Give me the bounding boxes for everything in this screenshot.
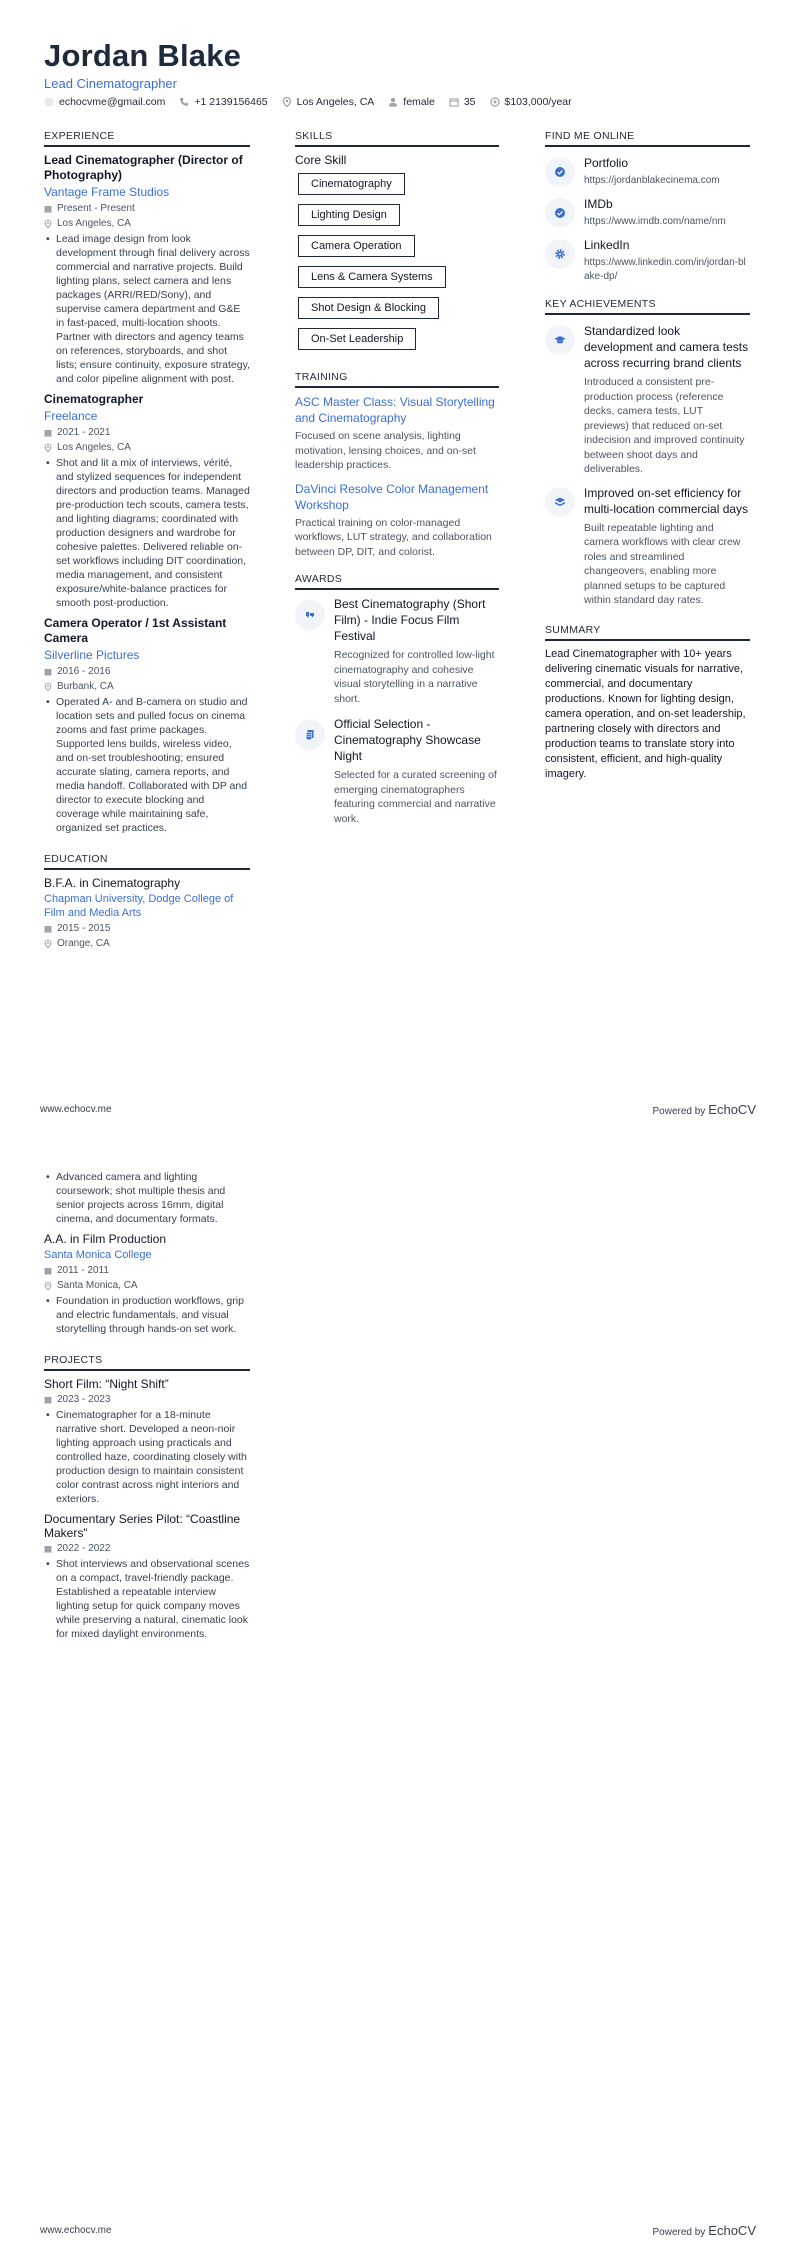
job-location [44, 217, 250, 230]
powered-by-text: Powered by [652, 1106, 706, 1117]
company-name: Vantage Frame Studios [44, 185, 170, 199]
project-entry [44, 1512, 250, 1641]
calendar-icon [44, 925, 52, 933]
training-entry [295, 394, 499, 473]
achievement-title: Standardized look development and camera tests across recurring brand clients [584, 324, 749, 370]
calendar-icon [44, 668, 52, 676]
school-name: Santa Monica College [44, 1249, 152, 1261]
training-title: DaVinci Resolve Color Management Workshop [295, 481, 489, 512]
education-dates [44, 922, 250, 935]
calendar-icon [44, 1545, 52, 1553]
training-description: Practical training on color-managed workflows, LUT strategy, and collaboration between DP, DIT, and colorist. [295, 516, 492, 558]
brand-logo[interactable]: EchoCV [708, 2223, 756, 2238]
education-dates-text: 2011 - 2011 [57, 1265, 109, 1276]
contact-phone-text: +1 2139156465 [194, 96, 268, 108]
training-title: ASC Master Class: Visual Storytelling and Cinematography [295, 395, 495, 425]
link-title: Portfolio [584, 156, 629, 170]
summary-heading: SUMMARY [545, 624, 750, 641]
experience-heading: EXPERIENCE [44, 130, 250, 147]
middle-column [295, 130, 499, 836]
education-location-text: Santa Monica, CA [57, 1280, 138, 1291]
education-location [44, 1279, 250, 1292]
skill-chip: Lens & Camera Systems [298, 266, 446, 288]
calendar-icon [449, 97, 459, 107]
calendar-icon [44, 205, 52, 213]
contact-salary [490, 96, 572, 108]
degree-title: A.A. in Film Production [44, 1232, 167, 1246]
email-icon [44, 97, 54, 107]
powered-by [652, 1102, 756, 1117]
job-description: • Shot and lit a mix of interviews, vérité, and stylized sequences for independent directors and production teams. Managed pre-production tech scouts, camera tests, and lighting diagrams; coordinated with production designers and wardrobe for cohesive palettes. Delivered reliable on-set workflows including DIT coordination, media management, and consistent exposure/white-balance practices for smooth post-production. [44, 456, 250, 610]
job-location [44, 680, 250, 693]
project-dates-text: 2022 - 2022 [57, 1543, 111, 1554]
achievement-description: Built repeatable lighting and camera workflows with clear crew roles and streamlined changeovers, enabling more planned setups to be captured within standard day rates. [584, 521, 741, 606]
link-title: LinkedIn [584, 238, 630, 252]
location-pin-icon [44, 940, 52, 948]
stack-icon [545, 487, 575, 517]
powered-by [652, 2223, 756, 2238]
page-footer [40, 1102, 756, 1117]
job-dates-text: Present - Present [57, 203, 135, 214]
skill-chip: Cinematography [298, 173, 405, 195]
training-entry [295, 481, 499, 560]
achievement-entry [545, 323, 750, 477]
job-location-text: Los Angeles, CA [57, 442, 131, 453]
job-description: • Operated A- and B-camera on studio and location sets and pulled focus on cinema zooms and fast prime packages. Supported lens builds, wireless video, and on-set troubleshooting; ensured accurate slating, camera reports, and media handoff. Collaborated with DP and director to execute blocking and coverage while maintaining safe, organized set practices. [44, 695, 250, 835]
left-column [44, 130, 250, 956]
project-dates [44, 1393, 250, 1406]
school-name: Chapman University, Dodge College of Film and Media Arts [44, 893, 234, 919]
job-title: Lead Cinematographer (Director of Photography) [44, 153, 243, 182]
skills-heading: SKILLS [295, 130, 499, 147]
job-description: • Lead image design from look development through final delivery across commercial and narrative projects. Build lighting plans, select camera and lens packages (ARRI/RED/Sony), and supervise camera department and G&E in fast-paced, multi-location shoots. Partner with directors and agency teams on references, storyboards, and shot lists; ensure continuity, exposure strategy, and color pipeline alignment with post. [44, 232, 250, 386]
education-location-text: Orange, CA [57, 938, 110, 949]
job-dates-text: 2016 - 2016 [57, 666, 111, 677]
education-dates [44, 1264, 250, 1277]
skill-chip: Lighting Design [298, 204, 400, 226]
key-achievements-heading: KEY ACHIEVEMENTS [545, 298, 750, 315]
award-description: Selected for a curated screening of emerging cinematographers featuring commercial and narrative work. [334, 769, 497, 825]
achievement-body [584, 485, 750, 608]
job-title: Camera Operator / 1st Assistant Camera [44, 616, 227, 645]
calendar-icon [44, 429, 52, 437]
brand-logo[interactable]: EchoCV [708, 1102, 756, 1117]
award-description: Recognized for controlled low-light cinematography and cohesive visual storytelling in a narrative short. [334, 649, 495, 705]
contact-phone[interactable] [179, 96, 267, 108]
project-description: • Shot interviews and observational scenes on a compact, travel-friendly package. Established a repeatable interview lighting setup for quick company moves while preserving a natural, cinematic look for mixed daylight environments. [44, 1557, 250, 1641]
job-dates [44, 426, 250, 439]
education-description: • Foundation in production workflows, grip and electric fundamentals, and visual storytelling through hands-on set work. [44, 1294, 250, 1336]
footer-site-link[interactable]: www.echocv.me [40, 2225, 112, 2236]
link-url[interactable]: https://jordanblakecinema.com [584, 175, 720, 186]
awards-heading: AWARDS [295, 573, 499, 590]
education-entry [44, 876, 250, 950]
contact-age-text: 35 [463, 96, 476, 108]
job-dates [44, 202, 250, 215]
contact-email-text: echocvme@gmail.com [59, 96, 166, 108]
verified-badge-icon [545, 198, 575, 228]
experience-entry [44, 616, 250, 835]
education-location [44, 937, 250, 950]
contact-bar [44, 96, 586, 108]
link-body [584, 155, 750, 188]
powered-by-text: Powered by [652, 2227, 706, 2238]
skill-group-title: Core Skill [295, 153, 347, 167]
project-entry [44, 1377, 250, 1506]
location-pin-icon [282, 97, 292, 107]
find-me-online-heading: FIND ME ONLINE [545, 130, 750, 147]
link-url[interactable]: https://www.imdb.com/name/nm [584, 216, 726, 227]
skill-chip: Camera Operation [298, 235, 415, 257]
salary-icon [490, 97, 500, 107]
left-column-continued [44, 1170, 250, 1647]
degree-title: B.F.A. in Cinematography [44, 876, 181, 890]
profile-link-imdb[interactable] [545, 196, 750, 229]
page-footer [40, 2223, 756, 2238]
certificate-icon [295, 720, 325, 750]
right-column [545, 130, 750, 782]
project-description: • Cinematographer for a 18-minute narrative short. Developed a neon-noir lighting approach using practicals and controlled haze, coordinating closely with production design to maintain consistent color contrast across night interiors and exteriors. [44, 1408, 250, 1506]
contact-location [282, 96, 375, 108]
job-location-text: Burbank, CA [57, 681, 114, 692]
person-icon [388, 97, 398, 107]
education-dates-text: 2015 - 2015 [57, 923, 111, 934]
location-pin-icon [44, 444, 52, 452]
job-dates-text: 2021 - 2021 [57, 427, 111, 438]
link-body [584, 237, 750, 284]
profile-link-portfolio[interactable] [545, 155, 750, 188]
trophy-icon [295, 600, 325, 630]
contact-gender [388, 96, 435, 108]
award-entry [295, 716, 499, 826]
contact-salary-text: $103,000/year [504, 96, 572, 108]
company-name: Freelance [44, 409, 98, 423]
skill-chip: Shot Design & Blocking [298, 297, 439, 319]
skill-list [295, 173, 499, 359]
calendar-icon [44, 1267, 52, 1275]
job-title: Cinematographer [44, 392, 144, 406]
verified-badge-icon [545, 157, 575, 187]
link-body [584, 196, 750, 229]
achievement-description: Introduced a consistent pre-production process (reference decks, camera tests, LUT previews) that reduced on-set indecision and improved continuity between shoot days and deliverables. [584, 376, 745, 475]
education-heading: EDUCATION [44, 853, 250, 870]
project-title: Documentary Series Pilot: “Coastline Makers” [44, 1512, 241, 1540]
location-pin-icon [44, 1282, 52, 1290]
job-dates [44, 665, 250, 678]
link-title: IMDb [584, 197, 613, 211]
summary-text: Lead Cinematographer with 10+ years delivering cinematic visuals for narrative, commercial, and documentary productions. Known for lighting design, camera operation, and on-set leadership, partnering closely with directors and production teams to translate story into consistent, efficient, and high-quality imagery. [545, 647, 746, 780]
award-title: Best Cinematography (Short Film) - Indie Focus Film Festival [334, 597, 486, 643]
location-pin-icon [44, 683, 52, 691]
award-body [334, 716, 499, 826]
project-dates [44, 1542, 250, 1555]
candidate-role: Lead Cinematographer [44, 76, 177, 91]
phone-icon [179, 97, 189, 107]
calendar-icon [44, 1396, 52, 1404]
contact-location-text: Los Angeles, CA [296, 96, 375, 108]
job-location [44, 441, 250, 454]
link-url[interactable]: https://www.linkedin.com/in/jordan-blake-dp/ [584, 257, 746, 282]
achievement-body [584, 323, 750, 477]
education-description: • Advanced camera and lighting coursework; shot multiple thesis and senior projects across 16mm, digital cinema, and documentary formats. [44, 1170, 250, 1226]
award-entry [295, 596, 499, 706]
job-location-text: Los Angeles, CA [57, 218, 131, 229]
projects-heading: PROJECTS [44, 1354, 250, 1371]
contact-gender-text: female [403, 96, 435, 108]
location-pin-icon [44, 220, 52, 228]
contact-age [449, 96, 476, 108]
training-heading: TRAINING [295, 371, 499, 388]
training-description: Focused on scene analysis, lighting motivation, lensing choices, and on-set leadership practices. [295, 430, 476, 471]
skill-chip: On-Set Leadership [298, 328, 416, 350]
achievement-title: Improved on-set efficiency for multi-location commercial days [584, 485, 749, 516]
project-title: Short Film: “Night Shift” [44, 1377, 169, 1391]
company-name: Silverline Pictures [44, 648, 140, 662]
gear-icon [545, 239, 575, 269]
experience-entry [44, 392, 250, 610]
candidate-name: Jordan Blake [44, 38, 242, 73]
graduation-cap-icon [545, 325, 575, 355]
footer-site-link[interactable]: www.echocv.me [40, 1104, 112, 1115]
contact-email[interactable] [44, 96, 165, 108]
education-entry [44, 1232, 250, 1336]
project-dates-text: 2023 - 2023 [57, 1394, 111, 1405]
award-body [334, 596, 499, 706]
award-title: Official Selection - Cinematography Showcase Night [334, 717, 481, 763]
experience-entry [44, 153, 250, 386]
resume-page-2 [0, 1123, 794, 2246]
achievement-entry [545, 485, 750, 608]
profile-link-linkedin[interactable] [545, 237, 750, 284]
